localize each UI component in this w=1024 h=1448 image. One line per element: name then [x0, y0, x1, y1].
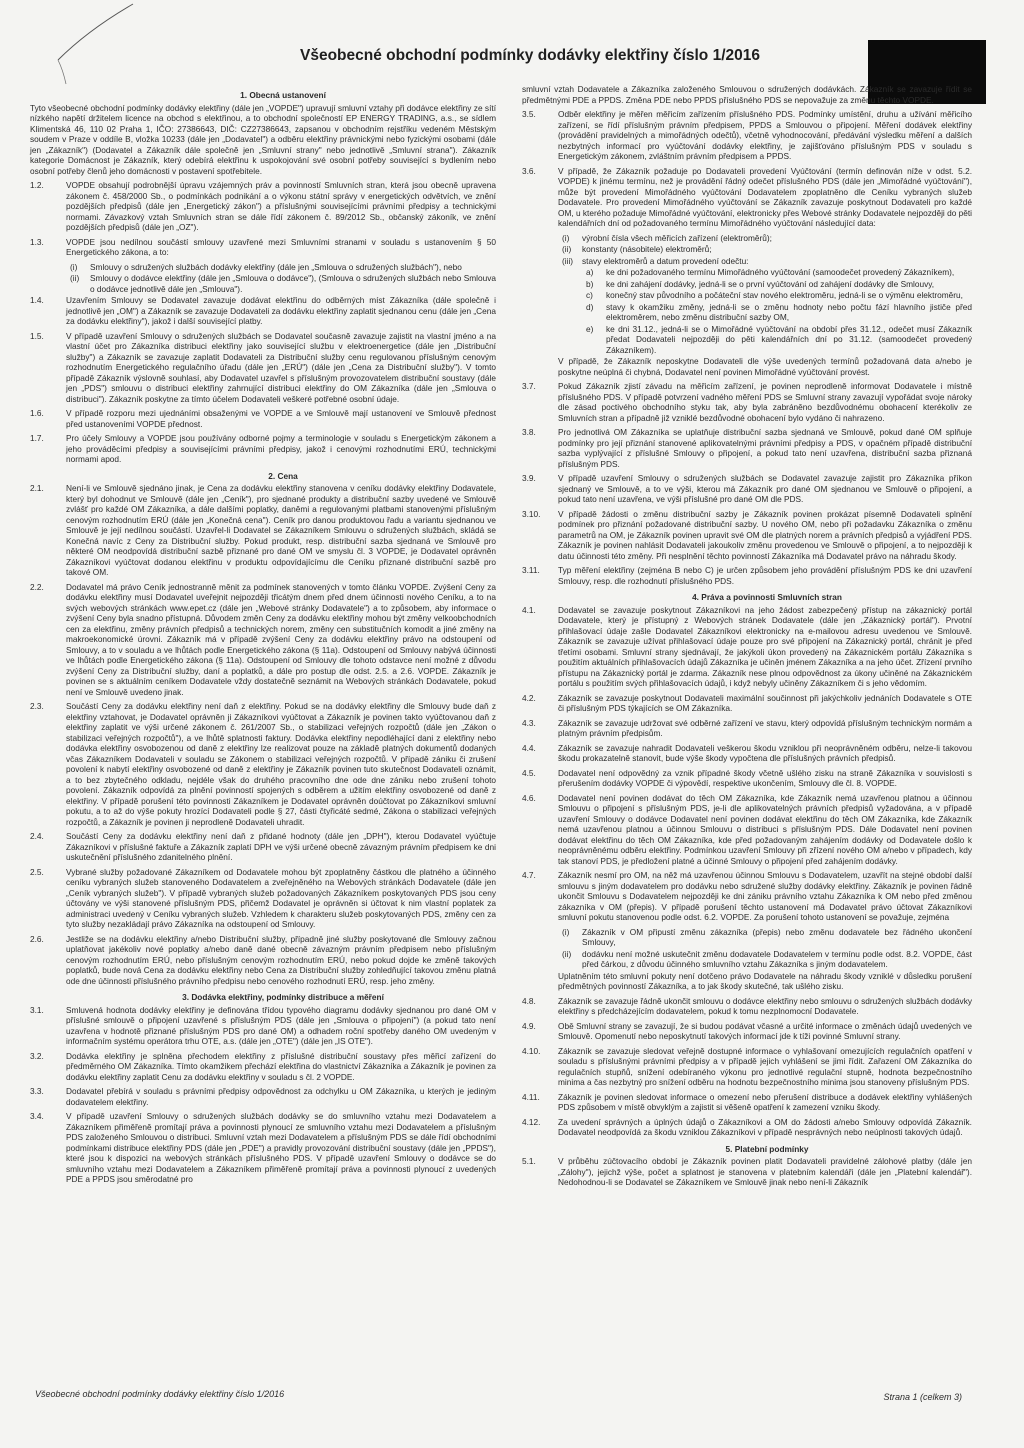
clause	[522, 381, 972, 423]
clause-text: Zákazník nesmí pro OM, na něž má uzavřenou účinnou Smlouvu s Dodavatelem, uzavřít na stejné období další smlouvu s jiným dodavatelem pro dodávku nebo sdružené služby dodávky elektřiny. Zákazník je povinen řádně ukončit Smlouvu s Dodavatelem nejpozději ke dni zániku právního vztahu Zákazníka k OM nebo před změnou zákazníka v OM (přepis). V případě porušení těchto ustanovení má Dodavatel právo účtovat Zákazníkovi smluvní pokutu stanovenou podle odst. 6.2. VOPDE. Za porušení tohoto ustanovení se považuje, zejména	[558, 870, 972, 922]
clause-number: 4.6.	[522, 792, 536, 803]
paragraph: Tyto všeobecné obchodní podmínky dodávky elektřiny (dále jen „VOPDE") upravují smluvní vztahy při dodávce elektřiny ze sítí nízkého napětí držitelem licence na obchod s elektřinou, a to obchodní společností EP ENERGY TRADING, a.s., se sídlem Klimentská 46, 110 02 Praha 1, IČO: 27386643, DIČ: CZ27386643, zapsanou v obchodním rejstříku vedeném Městským soudem v Praze v oddíle B, vložka 10233 (dále jen „Dodavatel") a odběru elektřiny právnickými nebo fyzickými osobami (dále jen „Zákazník") (Dodavatel a Zákazník dále společně jen „Smluvní strany" nebo jednotlivě „Smluvní strana"). Zákazník kategorie Domácnost je Zákazník, který odebírá elektřinu k uspokojování své osobní potřeby související s bydlením nebo osobní potřeby členů jeho domácnosti v postavení spotřebitele.	[30, 102, 496, 176]
clause-number: 3.9.	[522, 473, 536, 483]
sub-clause-marker: (ii)	[70, 273, 80, 283]
footer-page-number: Strana 1 (celkem 3)	[883, 1392, 962, 1402]
sub-clause-text: ke dni požadovaného termínu Mimořádného vyúčtování (samoodečet provedený Zákazníkem),	[606, 267, 955, 277]
clause	[522, 1046, 972, 1088]
clause-number: 1.7.	[30, 433, 44, 443]
clause-number: 4.2.	[522, 692, 536, 703]
clause	[30, 867, 496, 930]
clause	[522, 473, 972, 505]
clause-number: 1.5.	[30, 330, 44, 341]
clause	[30, 831, 496, 863]
clause-number: 4.11.	[522, 1091, 540, 1102]
clause-number: 4.12.	[522, 1116, 541, 1127]
sub-clause-marker: (ii)	[562, 948, 572, 959]
clause-text: V průběhu zúčtovacího období je Zákazník povinen platit Dodavateli pravidelné zálohové platby (dále jen „Zálohy"), jejichž výše, počet a splatnost je stanovena v platebním kalendáři (dále jen „Platební kalendář"). Nedohodnou-li se Dodavatel se Zákazníkem ve Smlouvě jinak nebo není-li Zákazník	[558, 1156, 972, 1187]
clause	[522, 427, 972, 469]
clause-text: Dodavatel se zavazuje poskytnout Zákazníkovi na jeho žádost zabezpečený přístup na zákaznický portál Dodavatele, který je přístupný z Webových stránek Dodavatele (dále jen „Zákaznický portál"). Prvotní přihlašovací údaje zašle Dodavatel Zákazníkovi elektronicky na e-mailovou adresu uvedenou ve Smlouvě. Zákazník se zavazuje užívat přihlašovací údaje pouze pro své připojení na Zákaznický portál, chránit je před třetími osobami. Smluvní strany sjednávají, že jakýkoli úkon provedený na Zákaznickém portálu Zákazníka s použitím aktuálních přihlašovacích údajů Zákazníka je učiněn jménem Zákazníka a na jeho účet. Zřízení prvního přístupu na Zákaznický portál je zdarma. Zákazník nese plnou odpovědnost za úkony učiněné na Zákaznickém portálu s použitím svých přihlašovacích údajů, i když nebyly učiněny Zákazníkem či s jeho vědomím.	[558, 604, 972, 688]
clause-text: Zákazník se zavazuje udržovat své odběrné zařízení ve stavu, který odpovídá příslušným technickým normám a platným právním předpisům.	[558, 717, 972, 738]
clause-text: VOPDE obsahují podrobnější úpravu vzájemných práv a povinností Smluvních stran, která jsou obecně upravena zákonem č. 458/2000 Sb., o podmínkách podnikání a o výkonu státní správy v energetických odvětvích, ve znění pozdějších předpisů (dále jen „Energetický zákon") a příslušnými souvisejícími právními předpisy a technickými normami. Závazkový vztah Smluvních stran se dále řídí zákonem č. 89/2012 Sb., občanský zákoník, ve znění pozdějších předpisů (dále jen „OZ").	[66, 180, 496, 232]
sub-clause-marker: a)	[586, 267, 594, 277]
sub-clause-marker: (iii)	[562, 255, 574, 266]
clause-text: Součástí Ceny za dodávku elektřiny není daň z elektřiny. Pokud se na dodávky elektřiny dle Smlouvy bude daň z elektřiny vztahovat, je Dodavatel oprávněn ji Zákazníkovi vyúčtovat a Zákazník je povinen takto vyúčtovanou daň z elektřiny zaplatit ve výši určené zákonem č. 261/2007 Sb., o stabilizaci veřejných rozpočtů (dále jen „Zákon o stabilizaci veřejných rozpočtů"), a ve lhůtě splatnosti faktury. Dodávka elektřiny nepodléhající dani z elektřiny nebo dodávka elektřiny osvobozenou od daně z elektřiny lze realizovat pouze na základě platných dokumentů dodaných včas Zákazníkem Dodavateli v souladu se Zákonem o stabilizaci veřejných rozpočtů. V případě zániku či zrušení povolení k nabytí elektřiny osvobozené od daně z elektřiny je Zákazník povinen tuto skutečnost Dodavateli oznámit, a to bez zbytečného odkladu, nejdéle však do druhého pracovního dne ode dne zániku nebo zrušení tohoto povolení. Zákazník odpovídá za plnění povinností spojených s odběrem a užitím elektřiny osvobozené od daně z elektřiny. V případě porušení této povinnosti Zákazníkem je Dodavatel oprávněn doúčtovat po Zákazníkovi smluvní pokutu, a to až do výše pokuty hrozící Dodavateli podle § 27, části čtyřicáté sedmé, Zákona o stabilizaci veřejných rozpočtů, a Zákazník je povinen ji neprodleně Dodavateli uhradit.	[66, 701, 496, 827]
sub-clause	[70, 262, 496, 273]
sub-clause-text: Smlouvy o sdružených službách dodávky elektřiny (dále jen „Smlouva o sdružených službách"), nebo	[90, 261, 462, 272]
clause-text: Součástí Ceny za dodávku elektřiny není daň z přidané hodnoty (dále jen „DPH"), kterou Dodavatel vyúčtuje Zákazníkovi v příslušné faktuře a Zákazník zaplatí DPH ve výši určené obecně závazným právním předpisem ke dni uskutečnění příslušného zdanitelného plnění.	[66, 831, 496, 862]
clause	[30, 295, 496, 327]
clause-text: Uzavřením Smlouvy se Dodavatel zavazuje dodávat elektřinu do odběrných míst Zákazníka (dále společně i jednotlivě jen „OM") a Zákazník se zavazuje Dodavateli za dodávku elektřiny zaplatit sjednanou cenu (dále jen „Cena za dodávku elektřiny"), jakož i další související platby.	[66, 295, 496, 326]
clause-text: Jestliže se na dodávku elektřiny a/nebo Distribuční služby, případně jiné služby poskytované dle Smlouvy začnou uplatňovat jakékoliv nové poplatky a/nebo daně dané obecně závazným právním předpisem nebo příslušným cenovým rozhodnutím ERÚ, nebo příslušným cenovým rozhodnutím ERÚ, nebo pokud dojde ke změně takových poplatků, bude nová Cena za dodávku elektřiny nebo Cena za Distribuční služby zohledňující takovou změnu platná ode dne účinnosti příslušného právního předpisu nebo cenového rozhodnutí ERÚ, resp. jeho změny.	[66, 933, 496, 986]
document-title: Všeobecné obchodní podmínky dodávky elektřiny číslo 1/2016	[300, 47, 760, 64]
clause	[522, 996, 972, 1017]
clause-text: Dodavatel přebírá v souladu s právními předpisy odpovědnost za odchylku u OM Zákazníka, u kterých je jediným dodavatelem elektřiny.	[66, 1086, 496, 1107]
sub-clause-text: dodávku není možné uskutečnit změnu dodavatele Dodavatelem v termínu podle odst. 8.2. VOPDE, část před čárkou, z důvodu účinného smluvního vztahu Zákazníka s jiným dodavatelem.	[582, 948, 972, 969]
clause	[30, 582, 496, 698]
clause-number: 3.7.	[522, 381, 536, 391]
clause-number: 5.1.	[522, 1156, 536, 1166]
clause	[30, 1086, 496, 1107]
clause	[522, 793, 972, 867]
sub-clause	[562, 949, 972, 970]
clause	[522, 565, 972, 586]
clause-number: 4.1.	[522, 604, 536, 615]
sub-clause-marker: c)	[586, 290, 593, 300]
clause	[30, 331, 496, 405]
clause	[522, 768, 972, 789]
sub-clause-marker: (i)	[562, 232, 570, 243]
clause-text: Pokud Zákazník zjistí závadu na měřicím zařízení, je povinen neprodleně informovat Dodavatele i místně příslušného PDS. V případě potvrzení vadného měření PDS se Smluvní strany zavazují vypořádat svoje nároky dle zásad poctivého obchodního styku tak, aby byla zabráněno bezdůvodnému obohacení kterékoliv ze Smluvních stran a případně již vzniklé bezdůvodné obohacení bylo vydáno či nahrazeno.	[558, 381, 972, 423]
pen-stroke-mark	[28, 0, 148, 90]
footer-document-title: Všeobecné obchodní podmínky dodávky elektřiny číslo 1/2016	[35, 1389, 285, 1399]
clause-number: 4.10.	[522, 1045, 541, 1056]
clause-text: Dodávka elektřiny je splněna přechodem elektřiny z příslušné distribuční soustavy přes měřicí zařízení do předměrného OM Zákazníka. Tímto okamžikem přechází elektřina do vlastnictví Zákazníka a Zákazník je povinen za dodávku elektřiny zaplatit Cenu za dodávku elektřiny v souladu s čl. 2 VOPDE.	[66, 1050, 496, 1082]
paragraph: smluvní vztah Dodavatele a Zákazníka založeného Smlouvou o sdružených dodávkách. Zákazník se zavazuje řídit se předmětnými PDE a PPDS. Změna PDE nebo PPDS příslušného PDS se nepovažuje za změnu těchto VOPDE.	[522, 84, 972, 105]
sub-clause-text: konečný stav původního a počáteční stav nového elektroměru, jedná-li se o výměnu elektroměru,	[606, 290, 963, 300]
clause-number: 3.5.	[522, 109, 536, 119]
sub-clause-text: Smlouvy o dodávce elektřiny (dále jen „Smlouva o dodávce"), (Smlouva o sdružených službách nebo Smlouva o dodávce jednotlivě dále jen „Smlouva").	[90, 273, 496, 294]
clause-number: 4.4.	[522, 742, 536, 753]
clause-text: V případě uzavření Smlouvy o sdružených službách se Dodavatel zavazuje zajistit pro Zákazníka příkon sjednaný ve Smlouvě, a to ve výši, kterou má Zákazník pro dané OM sjednanou ve Smlouvě o připojení, a pokud tato není uzavřena, ve výši příslušné pro dané OM dle PDS.	[558, 473, 972, 504]
clause-text: Není-li ve Smlouvě sjednáno jinak, je Cena za dodávku elektřiny stanovena v ceníku dodávky elektřiny Dodavatele, který byl dohodnut ve Smlouvě (dále jen „Ceník"), pro sjednané produkty a distribuční sazby uvedené ve Smlouvě zvlášť pro každé OM Zákazníka, a dále dalšími poplatky, daněmi a regulovanými platbami stanovenými příslušným cenovým rozhodnutím ERÚ (dále jen „Konečná cena"). Ceník pro danou produktovou řadu a variantu sjednanou ve Smlouvě je její nedílnou součástí. Uzavřel-li Dodavatel se Zákazníkem Smlouvu o sdružených službách, skládá se Konečná navíc z Ceny za Distribuční služby. Pokud produkt, resp. distribuční sazba sjednaná ve Smlouvě pro některé OM neodpovídá distribuční sazbě přiznané pro dané OM ve smyslu čl. 3 VOPDE, je Dodavatel oprávněn Zákazníkovi vyúčtovat dodanou elektřinu v produktu odpovídajícímu dle Ceníku přiznané distribuční sazbě pro takové OM.	[66, 483, 496, 577]
clause-text: V případě rozporu mezi ujednáními obsaženými ve VOPDE a ve Smlouvě mají ustanovení ve Smlouvě přednost před ustanoveními VOPDE přednost.	[66, 408, 496, 429]
clause	[522, 509, 972, 562]
clause-number: 3.11.	[522, 565, 540, 575]
sub-clause-text: stavy elektroměrů a datum provedení odečtu:	[582, 255, 749, 266]
clause	[30, 1051, 496, 1083]
clause	[30, 408, 496, 429]
sub-clause-marker: e)	[586, 323, 594, 334]
clause-text: V případě uzavření Smlouvy o sdružených službách se Dodavatel současně zavazuje zajistit na vlastní jméno a na vlastní účet pro Zákazníka distribuci elektřiny jako související službu v elektroenergetice (dále jen „Distribuční služby") a Zákazník se zavazuje zaplatit Dodavateli za Distribuční služby cenu regulovanou příslušným cenovým rozhodnutím Energetického regulačního úřadu (dále jen „ERÚ") (dále jen „Cena za Distribuční služby"). V tomto případě Zákazník výslovně souhlasí, aby Dodavatel uzavřel s příslušným provozovatelem distribuční soustavy (dále jen „PDS") smlouvu o distribuci elektřiny zahrnující distribuci elektřiny do OM Zákazníka (dále jen „Smlouva o distribuci"). Zákazník poskytne za tímto účelem Dodavateli veškeré potřebné osobní údaje.	[66, 330, 496, 404]
sub-clause-text: stavy k okamžiku změny, jedná-li se o změnu hodnoty nebo počtu fází hlavního jističe před elektroměrem, nebo změnu distribuční sazby OM,	[606, 301, 972, 322]
clause-number: 4.3.	[522, 717, 536, 728]
clause	[522, 870, 972, 923]
clause	[522, 1156, 972, 1188]
clause-text: Dodavatel není odpovědný za vznik případné škody včetně ušlého zisku na straně Zákazníka v souvislosti s přerušením dodávky VOPDE či výpovědí, respektive ukončením, Smlouvy dle čl. 8. VOPDE.	[558, 767, 972, 788]
clause-text: Zákazník se zavazuje sledovat veřejně dostupné informace o vyhlašovaní omezujících regulačních opatření v souladu s příslušnými právními předpisy a v případě jejich vyhlášení se jimi řídit. Zařazení OM Zákazníka do regulačních stupňů, snížení odebíraného výkonu pro jednotlivé regulační stupně, hodnota bezpečnostního minima a čas nezbytný pro snížení odběru na hodnotu bezpečnostního minima jsou stanoveny příslušným PDS.	[558, 1045, 972, 1087]
clause-text: V případě, že Zákazník požaduje po Dodavateli provedení Vyúčtování (termín definován níže v odst. 5.2. VOPDE) k jinému termínu, než je provádění řádný odečet příslušného PDS (dále jen „Mimořádné vyúčtování"), může být provedení Mimořádného vyúčtování Dodavatelem zpoplatněno dle Ceníku vybraných služeb Dodavatele. Pro provedení Mimořádného vyúčtování se Zákazník zavazuje poskytnout Dodavateli pro každé OM, u kterého požaduje Mimořádné vyúčtování, elektronicky přes Webové stránky Dodavatele nejpozději do pěti kalendářních dní od požadovaného termínu Mimořádného vyúčtování následující data:	[558, 165, 972, 228]
sub-clause	[586, 302, 972, 323]
section-heading: 4. Práva a povinnosti Smluvních stran	[692, 592, 842, 602]
clause-text: Za uvedení správných a úplných údajů o Zákazníkovi a OM do žádosti a/nebo Smlouvy odpovídá Zákazník. Dodavatel neodpovídá za škodu vzniklou Zákazníkovi v případě nesprávných nebo neúplnosti takových údajů.	[558, 1116, 972, 1137]
clause	[30, 180, 496, 233]
clause-number: 2.1.	[30, 483, 44, 493]
clause-number: 1.2.	[30, 180, 44, 190]
clause-number: 1.6.	[30, 408, 44, 418]
clause	[30, 433, 496, 465]
sub-clause	[586, 267, 972, 278]
clause-number: 3.1.	[30, 1004, 44, 1015]
clause-text: Smluvená hodnota dodávky elektřiny je definována třídou typového diagramu dodávky sjednanou pro dané OM v příslušné smlouvě o připojení uzavřené s příslušným PDS (dále jen „Smlouva o připojení") (a pokud tato není uzavřena v hodnotě přiznané příslušným PDS pro dané OM) a odhadem roční spotřeby daného OM uvedeným v informačním systému operátora trhu OTE, a.s. (dále jen „OTE") (dále jen „IS OTE").	[66, 1004, 496, 1046]
clause-text: V případě žádosti o změnu distribuční sazby je Zákazník povinen prokázat písemně Dodavateli splnění podmínek pro přiznání požadované distribuční sazby. U nového OM, nebo při požadavku Zákazníka o změnu parametrů na OM, je Zákazník povinen upravit své OM dle platných norem a právních předpisů a vyjádření PDS. Zákazník je povinen nahlásit Dodavateli jakoukoliv změnu provedenou ve Smlouvě o připojení, a to nejpozději k datu účinnosti této změny. Při nesplnění těchto povinností Zákazníka má Dodavatel právo na náhradu škody.	[558, 508, 972, 561]
clause-number: 4.5.	[522, 767, 536, 778]
clause-number: 3.2.	[30, 1050, 44, 1061]
clause-text: VOPDE jsou nedílnou součástí smlouvy uzavřené mezi Smluvními stranami v souladu s ustanovením § 50 Energetického zákona, a to:	[66, 236, 496, 257]
left-column	[30, 84, 496, 1189]
sub-clause	[562, 927, 972, 948]
clause	[30, 934, 496, 987]
clause-number: 4.9.	[522, 1020, 536, 1031]
clause-number: 1.4.	[30, 295, 44, 305]
clause-number: 2.4.	[30, 831, 44, 841]
clause	[522, 1117, 972, 1138]
clause-number: 2.3.	[30, 701, 44, 711]
section-heading: 3. Dodávka elektřiny, podmínky distribuce a měření	[182, 992, 384, 1002]
section-heading: 1. Obecná ustanovení	[240, 90, 326, 100]
clause	[30, 1111, 496, 1185]
clause-number: 3.10.	[522, 508, 541, 519]
clause-number: 1.3.	[30, 236, 44, 247]
clause	[522, 605, 972, 689]
clause-number: 2.2.	[30, 581, 44, 592]
clause	[30, 237, 496, 258]
clause	[30, 483, 496, 578]
section-heading: 2. Cena	[268, 470, 298, 481]
sub-clause-text: ke dni 31.12., jedná-li se o Mimořádné vyúčtování na období přes 31.12., odečet musí Zákazník předat Dodavateli nejpozději do pěti kalendářních dní po 31.12. (samoodečet provedený Zákazníkem).	[606, 323, 972, 355]
clause-text: Zákazník se zavazuje řádně ukončit smlouvu o dodávce elektřiny nebo smlouvu o sdružených službách dodávky elektřiny s předcházejícím dodavatelem, pokud k tomu nezplnomocní Dodavatele.	[558, 995, 972, 1016]
clause-text: Obě Smluvní strany se zavazují, že si budou podávat včasné a určité informace o změnách údajů uvedených ve Smlouvě. Opomenutí nebo neposkytnutí takových informací jde k tíži povinné Smluvní strany.	[558, 1020, 972, 1041]
clause-text: Zákazník se zavazuje nahradit Dodavateli veškerou škodu vzniklou při neoprávněném odběru, nelze-li takovou škodu prokazatelně stanovit, bude výše škody vypočtena dle příslušných právních předpisů.	[558, 742, 972, 763]
clause-text: Zákazník se zavazuje poskytnout Dodavateli maximální součinnost při jakýchkoliv jednáních Dodavatele s OTE či příslušným PDS týkajících se OM Zákazníka.	[558, 692, 972, 713]
clause-text: Odběr elektřiny je měřen měřicím zařízením příslušného PDS. Podmínky umístění, druhu a užívání měřicího zařízení, se řídí příslušným právním předpisem, PPDS a Smlouvou o připojení. Měření dodávek elektřiny (provádění pravidelných a mimořádných odečtů), včetně vyhodnocování, předávání výsledku měření a dalších nezbytných informací pro vyúčtování dodávky elektřiny, je zajišťováno příslušným PDS v souladu s Energetickým zákonem, zvláštním právním předpisem a PPDS.	[558, 109, 972, 161]
clause-text: Pro jednotlivá OM Zákazníka se uplatňuje distribuční sazba sjednaná ve Smlouvě, pokud dané OM splňuje podmínky pro její přiznání stanovené aplikovatelnými právními předpisy a PDS, v opačném případě distribuční sazba vyplývající z příslušné Smlouvy o připojení, a pokud tato není uzavřena, distribuční sazba přiznaná příslušným PDS.	[558, 427, 972, 469]
clause-text: Dodavatel má právo Ceník jednostranně měnit za podmínek stanovených v tomto článku VOPDE. Zvýšení Ceny za dodávku elektřiny musí Dodavatel uveřejnit nejpozději třicátým dnem před dnem účinnosti nového Ceníku, a to na svých webových stránkách www.epet.cz (dále jen „Webové stránky Dodavatele") a to způsobem, aby informace o zvýšení Ceny byla snadno přístupná. Důvodem změn Ceny za dodávku elektřiny mohou být změny velkoobchodních cen za elektřinu, změny právních předpisů a technických norem, změny cen substitučních komodit a jiné změny na makroekonomické úrovni. Zákazník má v případě zvýšení Ceny za dodávku elektřiny právo na odstoupení od Smlouvy, a to v souladu a ve lhůtách podle Energetického zákona (§ 11a). Odstoupení od Smlouvy nabývá účinnosti ve lhůtách podle Energetického zákona (§ 11a). Odstoupení od Smlouvy dle tohoto odstavce není možné z důvodu zvýšení Ceny za Distribuční služby, daní a poplatků, a dále pro postup dle odst. 2.5. a 2.6. VOPDE. Zákazník je povinen se s aktuálním ceníkem Dodavatele vždy dostatečně seznámit na Webových stránkách Dodavatele, pokud není ve Smlouvě uvedeno jinak.	[66, 581, 496, 697]
clause-number: 3.8.	[522, 427, 536, 437]
clause-text: Zákazník je povinen sledovat informace o omezení nebo přerušení distribuce a dodávek elektřiny vyhlášených PDS způsobem v místě obvyklým a zajistit si věšeně opatření k zamezení vzniku škody.	[558, 1091, 972, 1112]
sub-clause-text: Zákazník v OM připustí změnu zákazníka (přepis) nebo změnu dodavatele bez řádného ukončení Smlouvy,	[582, 926, 972, 947]
paragraph: V případě, že Zákazník neposkytne Dodavateli dle výše uvedených termínů požadovaná data a/nebo je poskytne neúplná či chybná, Dodavatel není povinen Mimořádné vyúčtování provést.	[558, 356, 972, 377]
clause-number: 2.5.	[30, 866, 44, 877]
sub-clause-text: konstanty (násobitele) elektroměrů;	[582, 244, 712, 254]
paragraph: Uplatněním této smluvní pokuty není dotčeno právo Dodavatele na náhradu škody vzniklé v důsledku porušení předmětných povinností Zákazníka, a to jak škody skutečné, tak ušlého zisku.	[558, 970, 972, 991]
clause-text: Typ měření elektřiny (zejména B nebo C) je určen způsobem jeho provádění příslušným PDS ke dni uzavření Smlouvy, resp. dle rozhodnutí příslušného PDS.	[558, 565, 972, 586]
clause	[30, 701, 496, 827]
clause	[522, 109, 972, 162]
clause	[522, 1021, 972, 1042]
clause-number: 4.8.	[522, 995, 536, 1006]
clause-number: 4.7.	[522, 870, 536, 880]
clause-number: 3.3.	[30, 1086, 44, 1096]
clause-text: V případě uzavření Smlouvy o sdružených službách dodávky se do smluvního vztahu mezi Dodavatelem a Zákazníkem přiměřeně promítají práva a povinnosti plynoucí ze smluvního vztahu mezi Dodavatelem a příslušným PDS založeného Smlouvou o distribuci. Smluvní vztah mezi Dodavatelem a příslušným PDS se dále řídí obchodními podmínkami distribuce elektřiny PDS (dále jen „PDE") a pravidly provozování distribuční soustavy (dále jen „PPDS"), které jsou k dispozici na webových stránkách příslušného PDS. V případě uzavření Smlouvy o dodávce se do smluvního vztahu mezi Dodavatelem a Zákazníkem přiměřeně promítají práva a povinnosti plynoucí z uvedených PDE a PPDS jsou směrodatné pro	[66, 1111, 496, 1184]
sub-clause	[586, 279, 972, 290]
sub-clause	[586, 290, 972, 301]
clause-text: Pro účely Smlouvy a VOPDE jsou používány odborné pojmy a terminologie v souladu s Energetickým zákonem a jeho prováděcími předpisy a souvisejícími právními předpisy, jakož i cenovými rozhodnutími ERÚ, technickými normami apod.	[66, 433, 496, 464]
sub-clause	[70, 273, 496, 294]
sub-clause	[586, 324, 972, 356]
sub-clause	[562, 244, 972, 255]
clause-number: 2.6.	[30, 933, 44, 944]
clause	[522, 718, 972, 739]
clause-text: Dodavatel není povinen dodávat do těch OM Zákazníka, kde Zákazník nemá uzavřenou platnou a účinnou Smlouvu o připojení s příslušným PDS, je-li dle aplikovatelných právních předpisů vyžadována, a v případě uzavření Smlouvy o dodávce Dodavatel není povinen dodávat elektřinu do těch OM Zákazníka, kde Zákazník nemá uzavřenou platnou a účinnou Smlouvu o distribuci s příslušným PDS. Dále Dodavatel není povinen dodávat elektřinu do těch OM Zákazníka, kde před požadovaným zahájením dodávky od Dodavatele došlo k neoprávněnému odběru elektřiny. Podmínkou uzavření Smlouvy při zřízení nového OM a/nebo v případech, kdy tak stanoví PDS, je předložení platné a účinné Smlouvy o připojení před zahájením dodávky.	[558, 792, 972, 866]
sub-clause-text: ke dni zahájení dodávky, jedná-li se o první vyúčtování od zahájení dodávky dle Smlouvy,	[606, 278, 935, 289]
section-heading: 5. Platební podmínky	[725, 1143, 809, 1154]
sub-clause-marker: (i)	[562, 926, 570, 937]
clause	[522, 1092, 972, 1113]
clause-text: Vybrané služby požadované Zákazníkem od Dodavatele mohou být zpoplatněny částkou dle platného a účinného ceníku vybraných služeb stanoveného Dodavatelem a zveřejněného na Webových stránkách Dodavatele (dále jen „Ceník vybraných služeb"). V případě vybraných služeb požadovaných Zákazníkem poskytovaných PDS jsou ceny účtovány ve výši stanovené příslušným PDS, přičemž Dodavatel je oprávněn si účtovat k nim vlastní poplatek za administraci uvedený v Ceníku vybraných služeb. Vzhledem k charakteru služeb poskytovaných PDS, změny cen za tyto služby nezakládají právo Zákazníka na odstoupení od Smlouvy.	[66, 866, 496, 929]
clause-number: 3.4.	[30, 1111, 44, 1121]
sub-clause	[562, 256, 972, 267]
sub-clause-marker: (ii)	[562, 244, 572, 254]
clause	[522, 693, 972, 714]
sub-clause-marker: d)	[586, 301, 594, 312]
clause	[522, 166, 972, 229]
right-column	[522, 84, 972, 1192]
clause-number: 3.6.	[522, 165, 536, 176]
clause	[30, 1005, 496, 1047]
sub-clause	[562, 233, 972, 244]
sub-clause-marker: b)	[586, 278, 594, 289]
sub-clause-text: výrobní čísla všech měřicích zařízení (elektroměrů);	[582, 232, 772, 243]
sub-clause-marker: (i)	[70, 261, 78, 272]
clause	[522, 743, 972, 764]
